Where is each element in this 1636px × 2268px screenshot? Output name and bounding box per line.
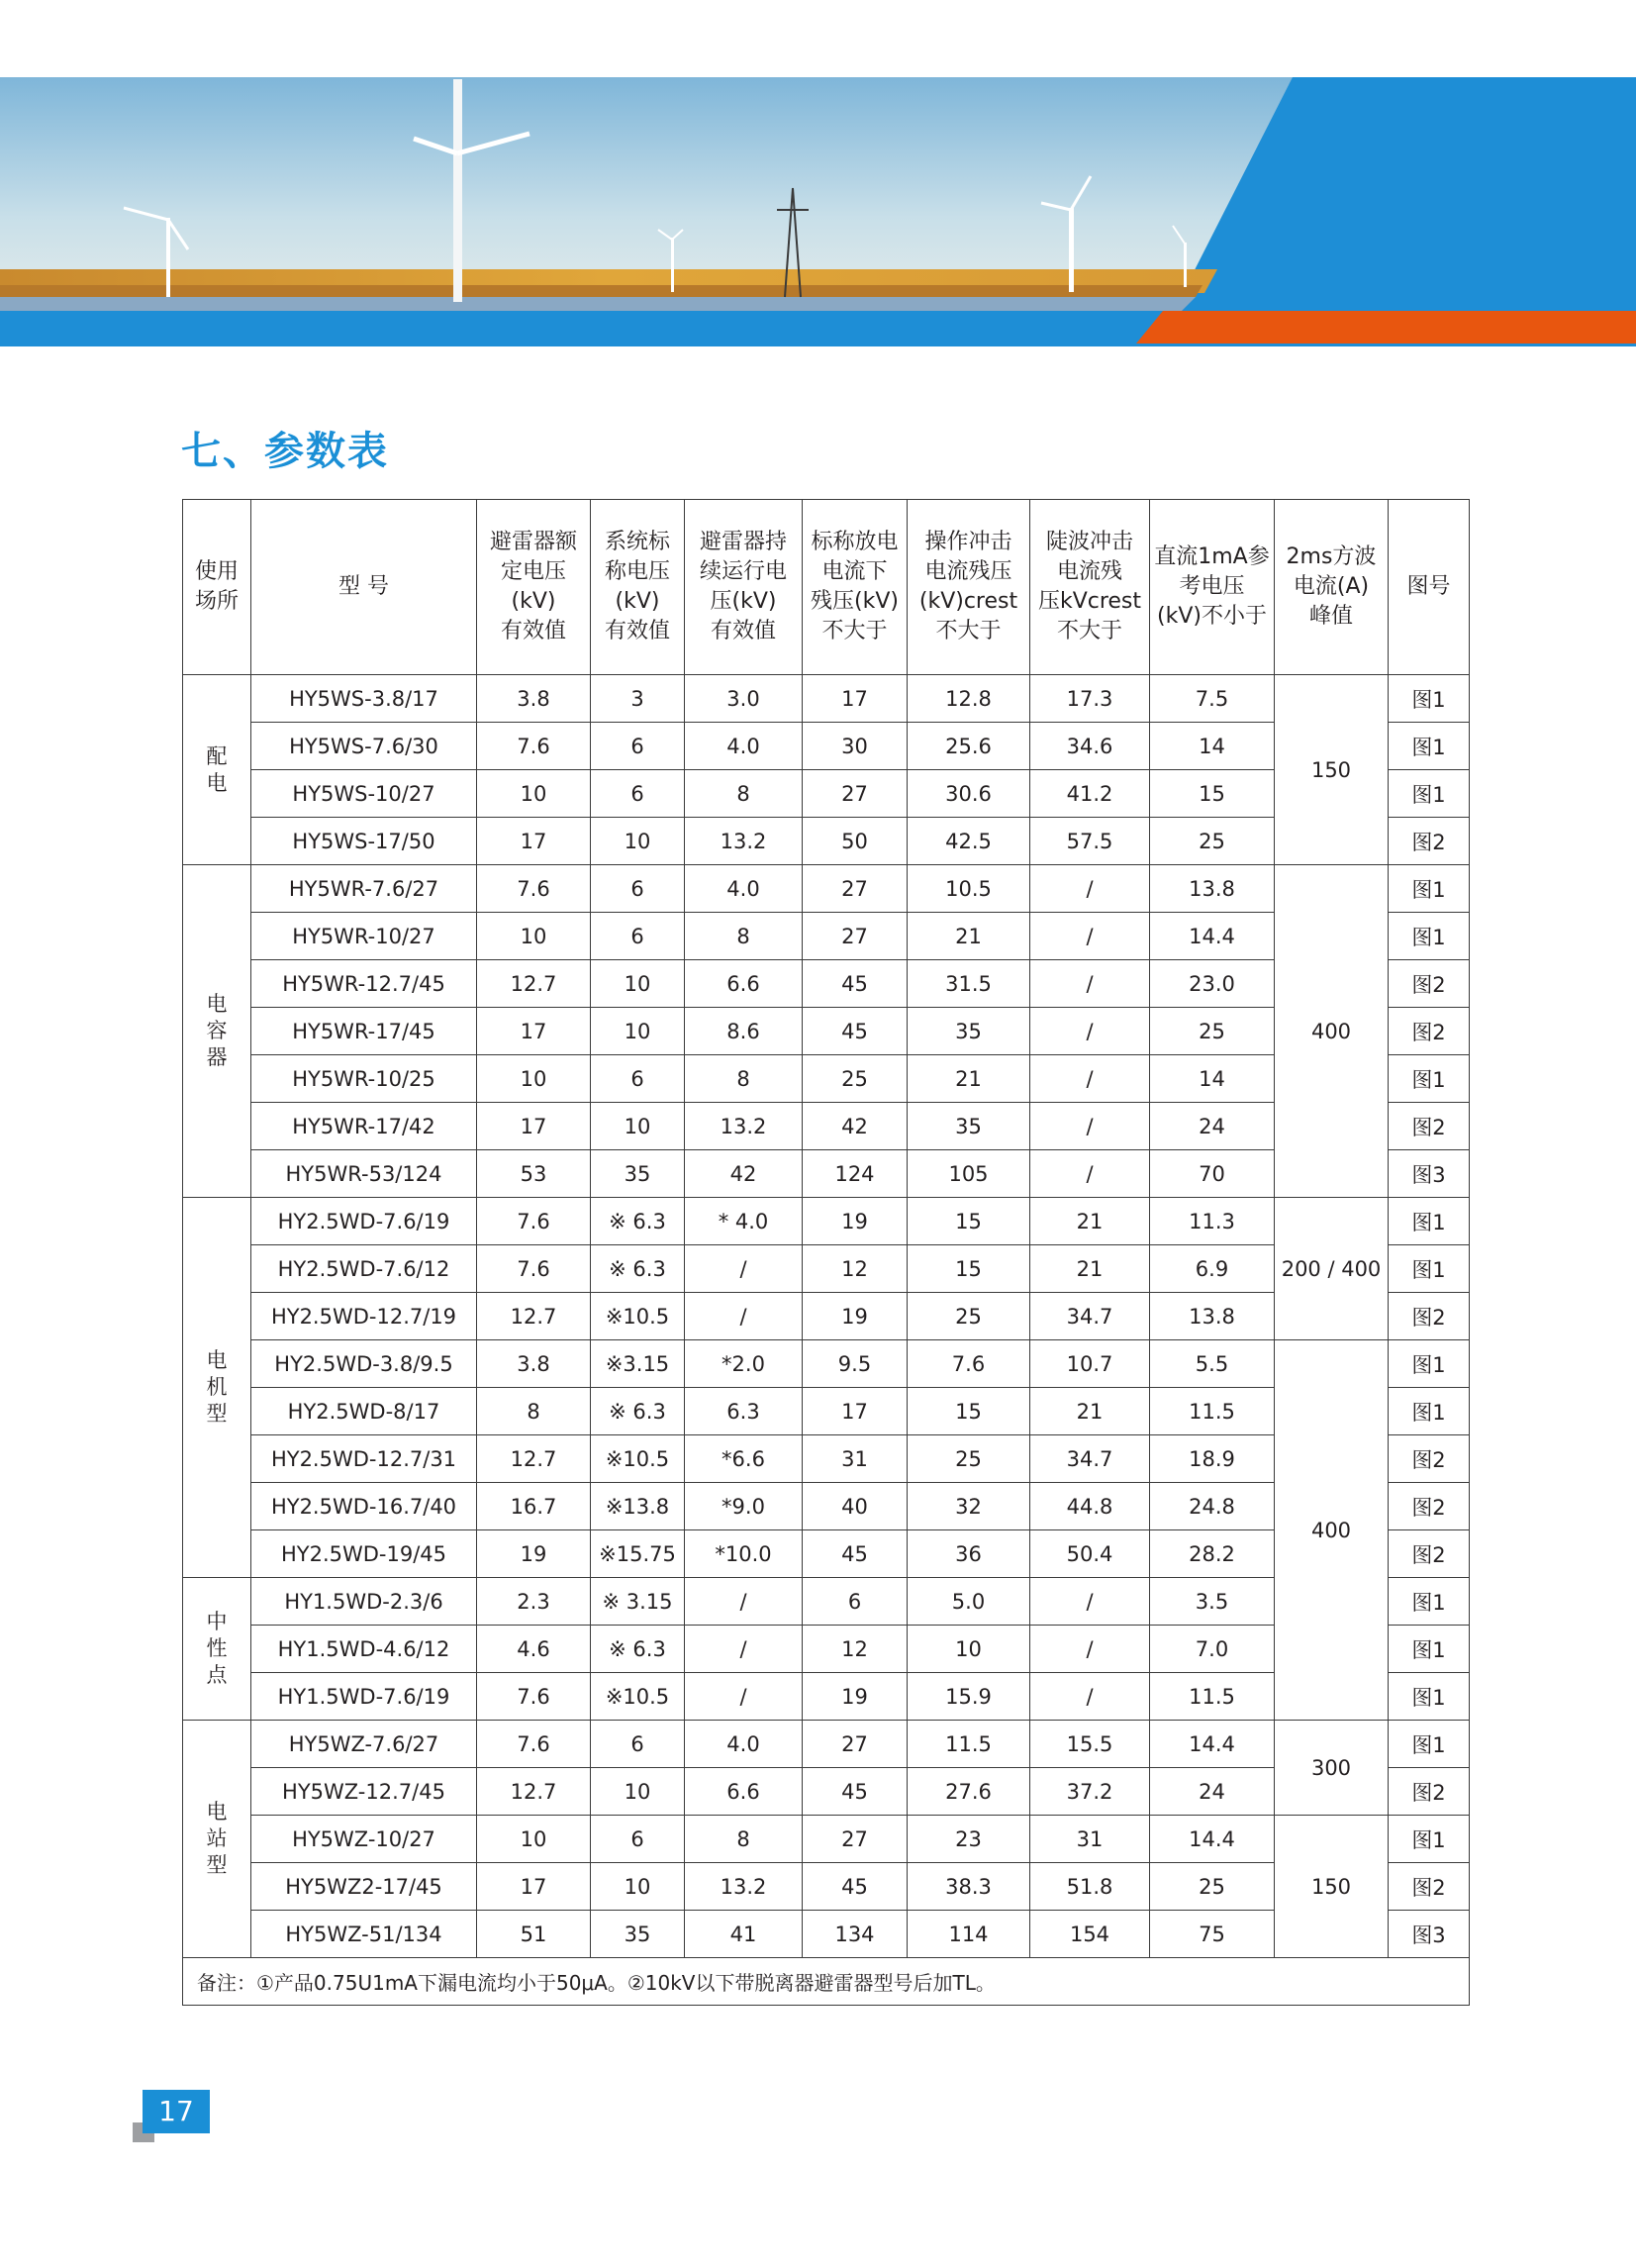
model-cell: HY2.5WD-12.7/19 [251, 1293, 477, 1340]
model-cell: HY5WR-53/124 [251, 1150, 477, 1198]
category-cell: 中性点 [183, 1578, 251, 1721]
value-cell: 25 [908, 1435, 1030, 1483]
value-cell: *6.6 [685, 1435, 803, 1483]
value-cell: 34.6 [1030, 723, 1150, 770]
value-cell: 42.5 [908, 818, 1030, 865]
value-cell: 4.0 [685, 723, 803, 770]
value-cell: 10.5 [908, 865, 1030, 913]
header-cell: 型 号 [251, 500, 477, 675]
value-cell: 6 [803, 1578, 908, 1626]
value-cell: 51.8 [1030, 1863, 1150, 1911]
table-row [183, 1816, 1470, 1863]
value-cell: 13.8 [1150, 1293, 1275, 1340]
value-cell: 8 [685, 1816, 803, 1863]
model-cell: HY5WS-3.8/17 [251, 675, 477, 723]
value-cell: 14.4 [1150, 913, 1275, 960]
value-cell: 8.6 [685, 1008, 803, 1055]
value-cell: 45 [803, 1768, 908, 1816]
model-cell: HY2.5WD-8/17 [251, 1388, 477, 1435]
value-cell: 13.2 [685, 1863, 803, 1911]
value-cell: 21 [908, 913, 1030, 960]
model-cell: HY5WS-10/27 [251, 770, 477, 818]
value-cell: 38.3 [908, 1863, 1030, 1911]
value-cell: 14.4 [1150, 1721, 1275, 1768]
value-cell: 5.5 [1150, 1340, 1275, 1388]
category-cell: 电容器 [183, 865, 251, 1198]
value-cell: 10 [477, 1055, 591, 1103]
value-cell: 图1 [1389, 1340, 1470, 1388]
wind-farm-banner [0, 0, 1636, 346]
value-cell: 14 [1150, 1055, 1275, 1103]
value-cell: 图2 [1389, 960, 1470, 1008]
value-cell: 23.0 [1150, 960, 1275, 1008]
value-cell: * 4.0 [685, 1198, 803, 1245]
value-cell: / [1030, 1055, 1150, 1103]
square-wave-current-cell: 150 [1275, 675, 1389, 865]
value-cell: 44.8 [1030, 1483, 1150, 1530]
value-cell: 图2 [1389, 1103, 1470, 1150]
value-cell: 12.7 [477, 1435, 591, 1483]
value-cell: 19 [803, 1673, 908, 1721]
value-cell: 134 [803, 1911, 908, 1958]
table-header-row [183, 500, 1470, 675]
model-cell: HY2.5WD-12.7/31 [251, 1435, 477, 1483]
value-cell: 154 [1030, 1911, 1150, 1958]
model-cell: HY5WR-7.6/27 [251, 865, 477, 913]
value-cell: 图1 [1389, 1578, 1470, 1626]
value-cell: *9.0 [685, 1483, 803, 1530]
model-cell: HY5WR-10/27 [251, 913, 477, 960]
value-cell: 21 [1030, 1388, 1150, 1435]
model-cell: HY1.5WD-4.6/12 [251, 1626, 477, 1673]
value-cell: 31.5 [908, 960, 1030, 1008]
value-cell: 35 [591, 1911, 685, 1958]
value-cell: 6 [591, 723, 685, 770]
value-cell: 图2 [1389, 1435, 1470, 1483]
value-cell: 6 [591, 1721, 685, 1768]
value-cell: 图1 [1389, 723, 1470, 770]
model-cell: HY5WZ2-17/45 [251, 1863, 477, 1911]
value-cell: 51 [477, 1911, 591, 1958]
model-cell: HY5WR-10/25 [251, 1055, 477, 1103]
value-cell: 6 [591, 865, 685, 913]
header-cell: 标称放电 电流下 残压(kV) 不大于 [803, 500, 908, 675]
value-cell: 15 [908, 1198, 1030, 1245]
value-cell: 7.6 [477, 865, 591, 913]
value-cell: 7.6 [477, 1673, 591, 1721]
value-cell: ※10.5 [591, 1293, 685, 1340]
value-cell: 21 [1030, 1245, 1150, 1293]
value-cell: 27 [803, 913, 908, 960]
note-row [183, 1958, 1470, 2006]
header-cell: 2ms方波 电流(A) 峰值 [1275, 500, 1389, 675]
value-cell: / [1030, 960, 1150, 1008]
value-cell: 30 [803, 723, 908, 770]
value-cell: 37.2 [1030, 1768, 1150, 1816]
value-cell: 13.2 [685, 1103, 803, 1150]
value-cell: 7.0 [1150, 1626, 1275, 1673]
value-cell: / [685, 1293, 803, 1340]
value-cell: 8 [685, 1055, 803, 1103]
value-cell: 50.4 [1030, 1530, 1150, 1578]
value-cell: 27 [803, 770, 908, 818]
value-cell: 50 [803, 818, 908, 865]
value-cell: / [685, 1673, 803, 1721]
model-cell: HY2.5WD-7.6/12 [251, 1245, 477, 1293]
value-cell: 24 [1150, 1103, 1275, 1150]
value-cell: 10 [908, 1626, 1030, 1673]
square-wave-current-cell: 150 [1275, 1816, 1389, 1958]
value-cell: 10 [591, 1863, 685, 1911]
value-cell: 图2 [1389, 1768, 1470, 1816]
value-cell: 45 [803, 1008, 908, 1055]
square-wave-current-cell: 400 [1275, 1340, 1389, 1721]
value-cell: 27 [803, 1721, 908, 1768]
value-cell: 41.2 [1030, 770, 1150, 818]
value-cell: 15 [1150, 770, 1275, 818]
value-cell: 10 [591, 1103, 685, 1150]
value-cell: 11.5 [1150, 1388, 1275, 1435]
value-cell: 25 [1150, 1863, 1275, 1911]
value-cell: 45 [803, 1530, 908, 1578]
value-cell: 12.7 [477, 1293, 591, 1340]
table-row [183, 675, 1470, 723]
value-cell: 6 [591, 770, 685, 818]
value-cell: 19 [803, 1293, 908, 1340]
value-cell: 15 [908, 1388, 1030, 1435]
value-cell: 34.7 [1030, 1435, 1150, 1483]
category-cell: 电站型 [183, 1721, 251, 1958]
value-cell: 17 [803, 1388, 908, 1435]
header-cell: 使用 场所 [183, 500, 251, 675]
model-cell: HY5WS-7.6/30 [251, 723, 477, 770]
value-cell: 7.6 [477, 723, 591, 770]
value-cell: 10.7 [1030, 1340, 1150, 1388]
value-cell: 7.5 [1150, 675, 1275, 723]
value-cell: 45 [803, 1863, 908, 1911]
header-cell: 避雷器额 定电压 (kV) 有效值 [477, 500, 591, 675]
value-cell: ※10.5 [591, 1673, 685, 1721]
value-cell: 图1 [1389, 675, 1470, 723]
value-cell: ※ 6.3 [591, 1245, 685, 1293]
value-cell: / [685, 1245, 803, 1293]
value-cell: 图1 [1389, 770, 1470, 818]
value-cell: / [1030, 1626, 1150, 1673]
value-cell: 17 [477, 818, 591, 865]
value-cell: 25 [803, 1055, 908, 1103]
value-cell: 图1 [1389, 1721, 1470, 1768]
value-cell: 42 [803, 1103, 908, 1150]
value-cell: 11.5 [908, 1721, 1030, 1768]
value-cell: 10 [591, 1008, 685, 1055]
value-cell: ※ 6.3 [591, 1198, 685, 1245]
model-cell: HY5WR-17/42 [251, 1103, 477, 1150]
value-cell: 34.7 [1030, 1293, 1150, 1340]
value-cell: 图1 [1389, 1626, 1470, 1673]
model-cell: HY1.5WD-2.3/6 [251, 1578, 477, 1626]
value-cell: 13.2 [685, 818, 803, 865]
value-cell: 70 [1150, 1150, 1275, 1198]
value-cell: 图1 [1389, 913, 1470, 960]
value-cell: 图1 [1389, 1388, 1470, 1435]
value-cell: / [1030, 1673, 1150, 1721]
square-wave-current-cell: 200 / 400 [1275, 1198, 1389, 1340]
model-cell: HY5WZ-7.6/27 [251, 1721, 477, 1768]
value-cell: 3.0 [685, 675, 803, 723]
value-cell: 7.6 [477, 1721, 591, 1768]
value-cell: 图1 [1389, 1245, 1470, 1293]
value-cell: 11.5 [1150, 1673, 1275, 1721]
value-cell: 6.9 [1150, 1245, 1275, 1293]
value-cell: ※15.75 [591, 1530, 685, 1578]
value-cell: 75 [1150, 1911, 1275, 1958]
value-cell: 12.7 [477, 1768, 591, 1816]
model-cell: HY2.5WD-3.8/9.5 [251, 1340, 477, 1388]
header-cell: 系统标 称电压 (kV) 有效值 [591, 500, 685, 675]
value-cell: 27 [803, 1816, 908, 1863]
value-cell: 图1 [1389, 865, 1470, 913]
value-cell: ※ 3.15 [591, 1578, 685, 1626]
value-cell: 32 [908, 1483, 1030, 1530]
value-cell: 6.3 [685, 1388, 803, 1435]
table-row [183, 865, 1470, 913]
value-cell: 21 [1030, 1198, 1150, 1245]
value-cell: 19 [477, 1530, 591, 1578]
value-cell: 9.5 [803, 1340, 908, 1388]
page-number: 17 [143, 2090, 210, 2133]
value-cell: 19 [803, 1198, 908, 1245]
header-cell: 陡波冲击 电流残 压kVcrest 不大于 [1030, 500, 1150, 675]
value-cell: 31 [1030, 1816, 1150, 1863]
value-cell: / [1030, 865, 1150, 913]
table-row [183, 1198, 1470, 1245]
value-cell: 30.6 [908, 770, 1030, 818]
section-title: 七、参数表 [181, 429, 389, 474]
value-cell: 23 [908, 1816, 1030, 1863]
value-cell: 53 [477, 1150, 591, 1198]
value-cell: 7.6 [477, 1245, 591, 1293]
model-cell: HY5WR-17/45 [251, 1008, 477, 1055]
value-cell: / [685, 1626, 803, 1673]
value-cell: / [1030, 1008, 1150, 1055]
value-cell: ※ 6.3 [591, 1626, 685, 1673]
value-cell: 10 [591, 960, 685, 1008]
value-cell: 25 [1150, 818, 1275, 865]
value-cell: 11.3 [1150, 1198, 1275, 1245]
value-cell: 10 [477, 770, 591, 818]
value-cell: 15.5 [1030, 1721, 1150, 1768]
value-cell: 57.5 [1030, 818, 1150, 865]
value-cell: 35 [908, 1103, 1030, 1150]
category-cell: 配电 [183, 675, 251, 865]
value-cell: 15 [908, 1245, 1030, 1293]
value-cell: *10.0 [685, 1530, 803, 1578]
value-cell: 18.9 [1150, 1435, 1275, 1483]
value-cell: 7.6 [477, 1198, 591, 1245]
table-row [183, 1721, 1470, 1768]
model-cell: HY2.5WD-19/45 [251, 1530, 477, 1578]
value-cell: / [1030, 1578, 1150, 1626]
value-cell: 4.0 [685, 1721, 803, 1768]
value-cell: 6.6 [685, 960, 803, 1008]
value-cell: / [1030, 913, 1150, 960]
value-cell: 16.7 [477, 1483, 591, 1530]
value-cell: 12.8 [908, 675, 1030, 723]
value-cell: 31 [803, 1435, 908, 1483]
value-cell: ※13.8 [591, 1483, 685, 1530]
value-cell: 7.6 [908, 1340, 1030, 1388]
value-cell: 图2 [1389, 1530, 1470, 1578]
value-cell: 27.6 [908, 1768, 1030, 1816]
value-cell: 4.6 [477, 1626, 591, 1673]
value-cell: 12.7 [477, 960, 591, 1008]
square-wave-current-cell: 400 [1275, 865, 1389, 1198]
value-cell: 图3 [1389, 1150, 1470, 1198]
value-cell: 图1 [1389, 1055, 1470, 1103]
header-cell: 避雷器持 续运行电 压(kV) 有效值 [685, 500, 803, 675]
value-cell: 8 [685, 913, 803, 960]
square-wave-current-cell: 300 [1275, 1721, 1389, 1816]
value-cell: 36 [908, 1530, 1030, 1578]
value-cell: 114 [908, 1911, 1030, 1958]
header-cell: 直流1mA参 考电压 (kV)不小于 [1150, 500, 1275, 675]
value-cell: 12 [803, 1245, 908, 1293]
value-cell: 图2 [1389, 1483, 1470, 1530]
model-cell: HY5WS-17/50 [251, 818, 477, 865]
value-cell: 6.6 [685, 1768, 803, 1816]
value-cell: 3 [591, 675, 685, 723]
value-cell: 13.8 [1150, 865, 1275, 913]
value-cell: 17 [477, 1008, 591, 1055]
value-cell: 2.3 [477, 1578, 591, 1626]
value-cell: 124 [803, 1150, 908, 1198]
value-cell: 35 [591, 1150, 685, 1198]
value-cell: 14.4 [1150, 1816, 1275, 1863]
value-cell: 12 [803, 1626, 908, 1673]
model-cell: HY1.5WD-7.6/19 [251, 1673, 477, 1721]
value-cell: 6 [591, 1816, 685, 1863]
value-cell: 28.2 [1150, 1530, 1275, 1578]
value-cell: / [685, 1578, 803, 1626]
value-cell: ※3.15 [591, 1340, 685, 1388]
value-cell: 10 [591, 1768, 685, 1816]
value-cell: 6 [591, 1055, 685, 1103]
value-cell: 17 [803, 675, 908, 723]
value-cell: 17.3 [1030, 675, 1150, 723]
table-row [183, 1340, 1470, 1388]
value-cell: 25 [908, 1293, 1030, 1340]
value-cell: 24 [1150, 1768, 1275, 1816]
value-cell: 41 [685, 1911, 803, 1958]
model-cell: HY5WZ-12.7/45 [251, 1768, 477, 1816]
model-cell: HY5WR-12.7/45 [251, 960, 477, 1008]
value-cell: 21 [908, 1055, 1030, 1103]
value-cell: 图1 [1389, 1816, 1470, 1863]
value-cell: 图1 [1389, 1198, 1470, 1245]
table-body [183, 675, 1470, 2006]
value-cell: *2.0 [685, 1340, 803, 1388]
value-cell: 42 [685, 1150, 803, 1198]
header-cell: 图号 [1389, 500, 1470, 675]
model-cell: HY5WZ-10/27 [251, 1816, 477, 1863]
model-cell: HY2.5WD-16.7/40 [251, 1483, 477, 1530]
value-cell: / [1030, 1103, 1150, 1150]
value-cell: 10 [591, 818, 685, 865]
model-cell: HY2.5WD-7.6/19 [251, 1198, 477, 1245]
value-cell: 35 [908, 1008, 1030, 1055]
value-cell: 40 [803, 1483, 908, 1530]
parameter-table [182, 499, 1470, 2006]
value-cell: 4.0 [685, 865, 803, 913]
value-cell: 15.9 [908, 1673, 1030, 1721]
model-cell: HY5WZ-51/134 [251, 1911, 477, 1958]
value-cell: 25 [1150, 1008, 1275, 1055]
value-cell: 27 [803, 865, 908, 913]
value-cell: 5.0 [908, 1578, 1030, 1626]
value-cell: 图1 [1389, 1673, 1470, 1721]
value-cell: 图2 [1389, 818, 1470, 865]
value-cell: 6 [591, 913, 685, 960]
header-cell: 操作冲击 电流残压 (kV)crest 不大于 [908, 500, 1030, 675]
table-note: 备注：①产品0.75U1mA下漏电流均小于50μA。②10kV以下带脱离器避雷器型号后加TL。 [183, 1958, 1470, 2006]
value-cell: 3.8 [477, 675, 591, 723]
value-cell: 10 [477, 1816, 591, 1863]
value-cell: / [1030, 1150, 1150, 1198]
value-cell: 8 [477, 1388, 591, 1435]
value-cell: ※10.5 [591, 1435, 685, 1483]
value-cell: 图2 [1389, 1293, 1470, 1340]
value-cell: 25.6 [908, 723, 1030, 770]
value-cell: 24.8 [1150, 1483, 1275, 1530]
value-cell: 105 [908, 1150, 1030, 1198]
value-cell: ※ 6.3 [591, 1388, 685, 1435]
value-cell: 图2 [1389, 1863, 1470, 1911]
value-cell: 14 [1150, 723, 1275, 770]
value-cell: 10 [477, 913, 591, 960]
value-cell: 8 [685, 770, 803, 818]
value-cell: 图3 [1389, 1911, 1470, 1958]
value-cell: 17 [477, 1863, 591, 1911]
value-cell: 45 [803, 960, 908, 1008]
category-cell: 电机型 [183, 1198, 251, 1578]
value-cell: 3.8 [477, 1340, 591, 1388]
value-cell: 17 [477, 1103, 591, 1150]
value-cell: 3.5 [1150, 1578, 1275, 1626]
value-cell: 图2 [1389, 1008, 1470, 1055]
